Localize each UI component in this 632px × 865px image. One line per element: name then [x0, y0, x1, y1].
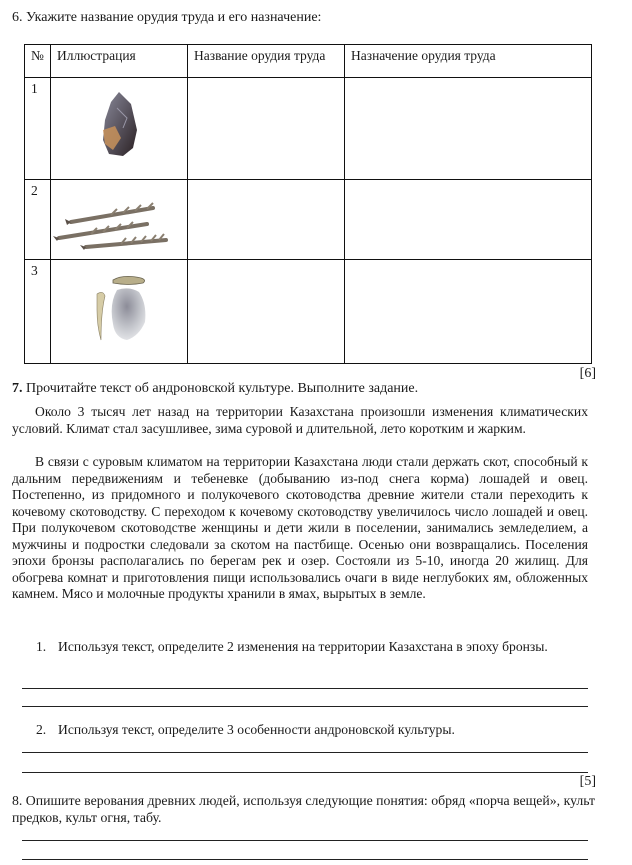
row-number: 1 — [25, 78, 51, 180]
tool-purpose-answer-cell[interactable] — [345, 78, 592, 180]
tool-name-answer-cell[interactable] — [188, 180, 345, 260]
row-number: 2 — [25, 180, 51, 260]
answer-line[interactable] — [22, 752, 588, 753]
tool-purpose-answer-cell[interactable] — [345, 260, 592, 364]
table-header-row — [25, 45, 592, 78]
answer-line[interactable] — [22, 688, 588, 689]
answer-line[interactable] — [22, 859, 588, 860]
row-number: 3 — [25, 260, 51, 364]
question-6-score: [6] — [579, 366, 596, 381]
question-8-text: 8. Опишите верования древних людей, используя следующие понятия: обряд «порча вещей», культ предков, культ огня, табу. — [12, 793, 596, 825]
tool-name-answer-cell[interactable] — [188, 78, 345, 180]
illustration-cell — [51, 78, 188, 180]
task-1-text: Используя текст, определите 2 изменения на территории Казахстана в эпоху бронзы. — [58, 639, 548, 654]
tool-name-answer-cell[interactable] — [188, 260, 345, 364]
task-1 — [36, 638, 556, 655]
stone-tools-set-icon — [51, 260, 201, 364]
task-2 — [36, 721, 556, 738]
question-6-title: 6. Укажите название орудия труда и его назначение: — [12, 10, 322, 25]
answer-line[interactable] — [22, 840, 588, 841]
answer-line[interactable] — [22, 706, 588, 707]
paragraph-2: В связи с суровым климатом на территории Казахстана люди стали держать скот, способный к дальним передвижениям и тебеневке (добыванию из-под снега корма) лошадей и овец. Постепенно, из придомного и полукочевого скотоводства древние жители стали переходить к кочевому скотоводству. С переходом к кочевому скотоводству увеличилось число лошадей и овец. При полукочевом скотоводстве женщины и дети жили в поселении, занимались земледелием, а мужчины и подростки следовали за скотом на пастбище. Осенью они возвращались. Поселения эпохи бронзы располагались по берегам рек и озер. Состояли из 5-10, иногда 20 жилищ. Для обогрева комнат и приготовления пищи использовались очаги в виде неглубоких ям, обложенных камнем. Мясо и молочные продукты хранили в ямах, вырытых в земле. — [12, 454, 588, 601]
question-7-number: 7. — [12, 381, 23, 396]
task-2-number: 2. — [36, 722, 47, 737]
answer-line[interactable] — [22, 772, 588, 773]
question-7-instruction: Прочитайте текст об андроновской культуре. Выполните задание. — [22, 381, 419, 396]
tool-purpose-answer-cell[interactable] — [345, 180, 592, 260]
question-7-score: [5] — [579, 774, 596, 789]
table-row — [25, 78, 592, 180]
bone-harpoons-icon — [51, 180, 201, 260]
header-tool-name: Название орудия труда — [188, 45, 345, 78]
task-1-number: 1. — [36, 639, 47, 654]
paragraph-1: Около 3 тысяч лет назад на территории Казахстана произошли изменения климатических условий. Климат стал засушливее, зима суровой и длительной, лето коротким и жарким. — [12, 404, 588, 436]
header-tool-purpose: Назначение орудия труда — [345, 45, 592, 78]
table-row — [25, 260, 592, 364]
task-2-text: Используя текст, определите 3 особенности андроновской культуры. — [58, 722, 455, 737]
header-illustration: Иллюстрация — [51, 45, 188, 78]
header-number: № — [25, 45, 51, 78]
table-row — [25, 180, 592, 260]
question-7-title — [12, 381, 418, 397]
stone-hand-axe-icon — [51, 78, 201, 180]
tools-table — [24, 44, 592, 364]
illustration-cell — [51, 180, 188, 260]
illustration-cell — [51, 260, 188, 364]
